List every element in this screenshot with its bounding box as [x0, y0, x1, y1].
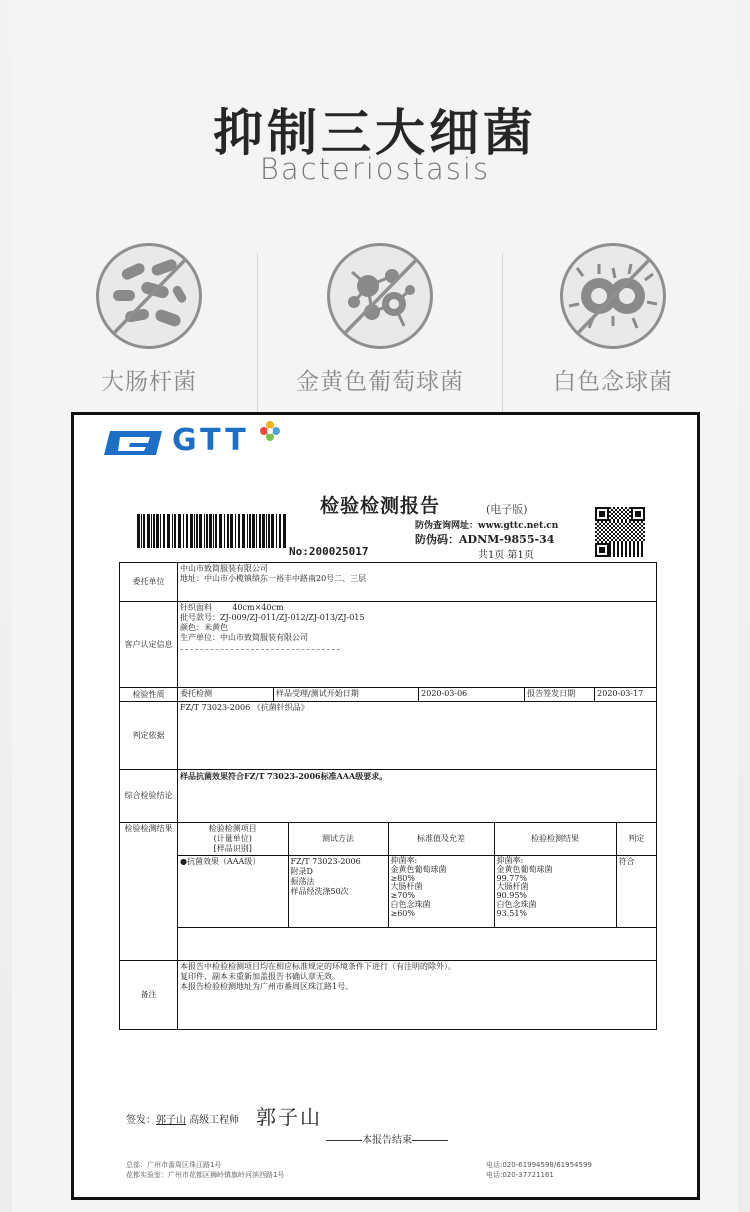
remarks-value: 本报告中检验检测项目均在相应标准规定的环境条件下进行（有注明的除外）。 复印件、副本未重新加盖报告书确认章无效。 本报告检验检测地址为广州市番周区珠江路1号。 [178, 960, 657, 1029]
results-standard: 抑菌率: 金黄色葡萄球菌 ≥80% 大肠杆菌 ≥70% 白色念珠菌 ≥60% [388, 856, 494, 928]
qr-code-icon [595, 507, 645, 557]
basis-label: 判定依据 [120, 702, 178, 770]
signer-title: 高级工程师 [189, 1115, 240, 1126]
electronic-version-label: (电子版) [486, 503, 528, 516]
conclusion-value: 样品抗菌效果符合FZ/T 73023-2006标准AAA级要求。 [178, 770, 657, 823]
report-title: 检验检测报告 [320, 495, 441, 517]
divider [502, 253, 503, 413]
gtt-logo-icon [104, 425, 164, 461]
results-header: 测试方法 [288, 823, 388, 856]
candida-icon [560, 243, 666, 349]
results-method: FZ/T 73023-2006 附录D 振荡法 样品经洗涤50次 [288, 856, 388, 928]
results-label: 检验检测结果 [120, 823, 178, 961]
results-judgement: 符合 [616, 856, 656, 928]
customer-info-label: 客户认定信息 [120, 602, 178, 688]
footer-addresses: 总部：广州市番周区珠江路1号 花都实验室：广州市花都区狮岭镇旗岭河滨西路1号 [126, 1161, 285, 1180]
results-table [178, 823, 656, 960]
conclusion-label: 综合检验结论 [120, 770, 178, 823]
basis-value: FZ/T 73023-2006 《抗菌针织品》 [178, 702, 657, 770]
received-date-value: 2020-03-06 [419, 688, 525, 702]
barcode-icon [137, 514, 287, 548]
bacteria-label: 大肠杆菌 [101, 369, 197, 395]
results-header: 标准值及允差 [388, 823, 494, 856]
nature-label: 检验性质 [120, 688, 178, 702]
bacteria-item-candida [508, 243, 718, 396]
results-value: 抑菌率: 金黄色葡萄球菌 99.77% 大肠杆菌 90.95% 白色念珠菌 93.51% [494, 856, 616, 928]
page-title: 抑制三大细菌 [213, 104, 537, 162]
rod-bacteria-icon [96, 243, 202, 349]
client-label: 委托单位 [120, 563, 178, 602]
footer-phones: 电话:020-61994598/61954599 电话:020-37721161 [486, 1161, 592, 1180]
bacteria-item-ecoli [44, 243, 254, 396]
brand-name: GTT [172, 423, 250, 458]
coccus-bacteria-icon [327, 243, 433, 349]
signer-name: 郭子山 [156, 1115, 186, 1126]
report-table [119, 562, 657, 1030]
report-number: No:200025017 [289, 545, 369, 558]
verify-url-line: 防伪查询网址：www.gttc.net.cn [415, 521, 559, 531]
anti-fake-code: 防伪码：ADNM-9855-34 [415, 533, 555, 546]
bacteria-label: 白色念球菌 [553, 369, 673, 395]
dashed-line [180, 649, 340, 650]
test-report-document [71, 412, 700, 1200]
results-header: 判定 [616, 823, 656, 856]
client-value: 中山市致简服装有限公司 地址：中山市小榄镇绩东一裕丰中路南20号二、三层 [178, 563, 657, 602]
results-header: 检验检测项目 (计量单位) [样品识别] [178, 823, 288, 856]
issued-date-label: 报告签发日期 [525, 688, 595, 702]
results-item: ●抗菌效果（AAA级） [178, 856, 288, 928]
issued-date-value: 2020-03-17 [595, 688, 657, 702]
report-end-line: 本报告结束 [326, 1131, 448, 1146]
remarks-label: 备注 [120, 960, 178, 1029]
page-subtitle: Bacteriostasis [259, 152, 491, 186]
customer-info-value: 针织面料 40cm×40cm 批号款号：ZJ-009/ZJ-011/ZJ-012/ZJ-013/ZJ-015 颜色：米黄色 生产单位：中山市致简服装有限公司 [178, 602, 657, 688]
nature-value: 委托检测 [178, 688, 274, 702]
bacteria-item-staph [275, 243, 485, 396]
results-header: 检验检测结果 [494, 823, 616, 856]
received-date-label: 样品受理/测试开始日期 [274, 688, 419, 702]
flower-logo-icon [258, 419, 282, 443]
page-info: 共1页 第1页 [478, 550, 534, 561]
signoff-line: 签发：郭子山 高级工程师 [126, 1115, 240, 1126]
handwritten-signature: 郭子山 [256, 1105, 322, 1129]
divider [257, 253, 258, 413]
bacteria-label: 金黄色葡萄球菌 [296, 369, 464, 395]
